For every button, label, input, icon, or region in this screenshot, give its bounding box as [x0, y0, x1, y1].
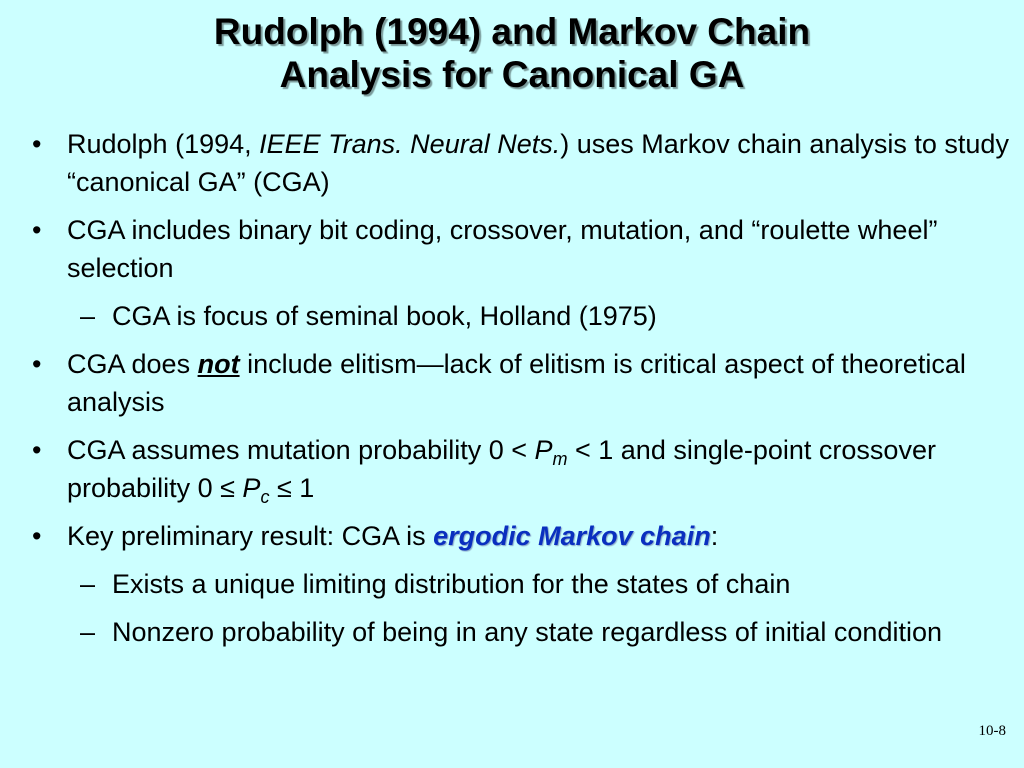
emphasis-not: not: [197, 349, 240, 379]
bullet-text-part: lack of elitism is critical aspect of theoretical analysis: [67, 349, 966, 417]
bullet-text-part: :: [710, 521, 719, 551]
bullet-marker: •: [32, 349, 42, 379]
bullet-marker: •: [32, 215, 42, 245]
subbullet-limiting-distribution: [0, 565, 1024, 603]
symbol-p: P: [242, 473, 261, 503]
dash-marker: –: [80, 569, 96, 599]
symbol-p: P: [534, 435, 553, 465]
bullet-no-elitism: [0, 345, 1024, 421]
subbullet-text: Nonzero probability of being in any state regardless of initial condition: [112, 617, 942, 647]
bullet-marker: •: [32, 129, 42, 159]
subbullet-text: Exists a unique limiting distribution for the states of chain: [112, 569, 791, 599]
bullet-list: [0, 125, 1024, 661]
emphasis-ergodic: ergodic Markov chain: [433, 521, 711, 551]
title-line-2: Analysis for Canonical GA: [279, 54, 745, 95]
bullet-marker: •: [32, 521, 42, 551]
journal-name: IEEE Trans. Neural Nets.: [259, 129, 561, 159]
bullet-text-part: Key preliminary result: CGA is: [67, 521, 434, 551]
dash-marker: –: [80, 301, 96, 331]
bullet-text-part: ≤ 1: [269, 473, 315, 503]
bullet-text-part: CGA assumes mutation probability 0 <: [67, 435, 535, 465]
subscript-m: m: [552, 449, 568, 469]
bullet-rudolph: [0, 125, 1024, 201]
bullet-cga-includes: [0, 211, 1024, 287]
bullet-text: CGA includes binary bit coding, crossover, mutation, and “roulette wheel” selection: [67, 215, 938, 283]
dash-marker: –: [80, 617, 96, 647]
subscript-c: c: [260, 487, 270, 507]
bullet-key-result: [0, 517, 1024, 555]
subbullet-text: CGA is focus of seminal book, Holland (1975): [112, 301, 657, 331]
subbullet-holland: [0, 297, 1024, 335]
bullet-probabilities: [0, 431, 1024, 507]
bullet-text-part: CGA does: [67, 349, 198, 379]
bullet-text-part: Rudolph (1994,: [67, 129, 260, 159]
bullet-text-part: include elitism: [239, 349, 417, 379]
page-number: 10-8: [978, 723, 1006, 739]
slide-title: [0, 10, 1024, 96]
subbullet-nonzero-probability: [0, 613, 1024, 651]
em-dash: —: [416, 349, 444, 379]
bullet-marker: •: [32, 435, 42, 465]
bullet-text-part: ) uses Markov chain analysis to study “canonical GA” (CGA): [67, 129, 1009, 197]
bullet-text-part: < 1 and single-point crossover probability 0 ≤: [67, 435, 936, 503]
title-line-1: Rudolph (1994) and Markov Chain: [213, 11, 811, 52]
